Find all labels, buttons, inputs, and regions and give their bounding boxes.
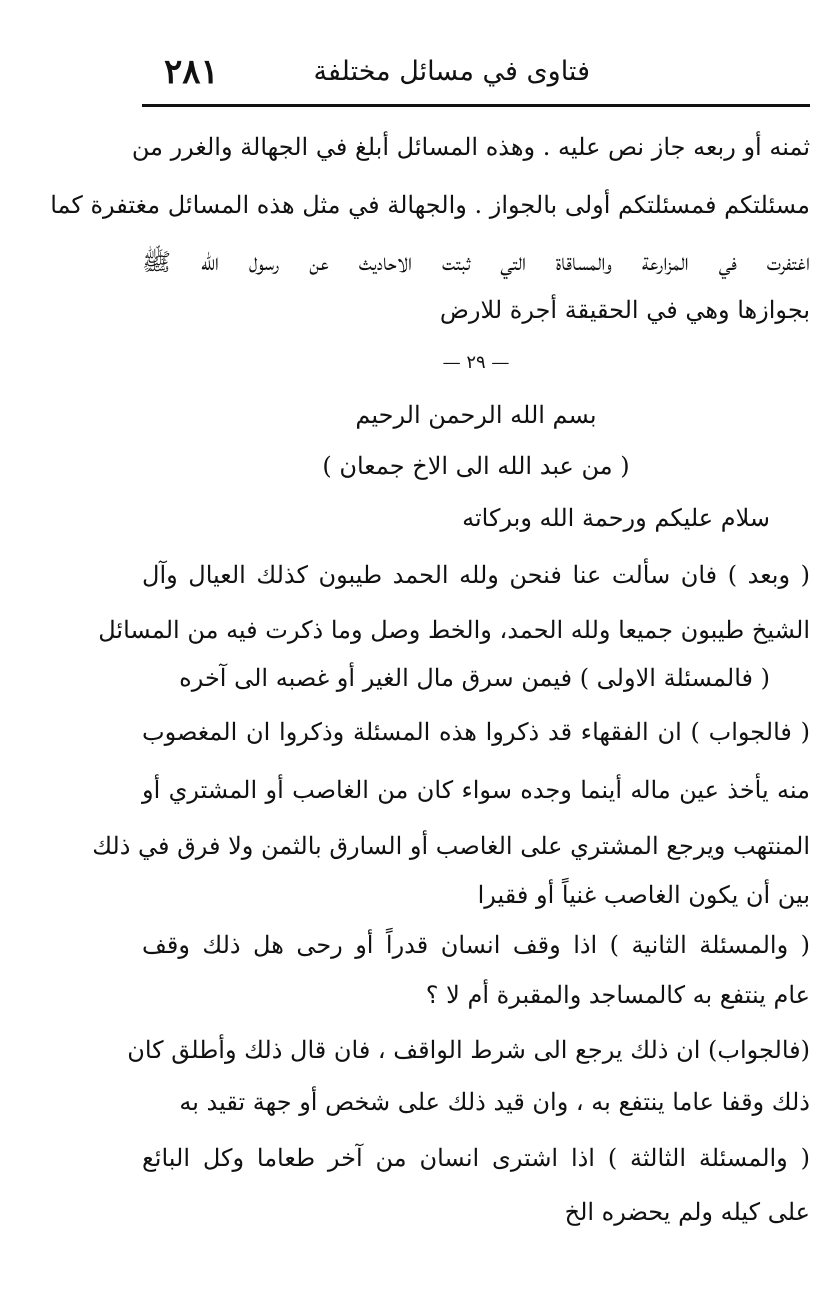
text-line: المنتهب ويرجع المشتري على الغاصب أو السارق بالثمن ولا فرق في ذلك (92, 832, 810, 860)
text-line: بين أن يكون الغاصب غنياً أو فقيرا (477, 881, 810, 909)
text-line: اغتفرت في المزارعة والمساقاة التي ثبتت الاحاديث عن رسول الله ﷺ (142, 248, 810, 276)
text-line: ( وبعد ) فان سألت عنا فنحن ولله الحمد طيبون كذلك العيال وآل (142, 561, 810, 589)
text-line: ثمنه أو ربعه جاز نص عليه . وهذه المسائل أبلغ في الجهالة والغرر من (131, 133, 810, 161)
greeting: سلام عليكم ورحمة الله وبركاته (462, 504, 770, 532)
section-number: — ٢٩ — (442, 352, 510, 373)
header-rule (142, 104, 810, 107)
basmala: بسم الله الرحمن الرحيم (355, 401, 597, 429)
text-line: (فالجواب) ان ذلك يرجع الى شرط الواقف ، فان قال ذلك وأطلق كان (127, 1036, 810, 1064)
text-line: عام ينتفع به كالمساجد والمقبرة أم لا ؟ (425, 981, 810, 1009)
text-line: ( فالجواب ) ان الفقهاء قد ذكروا هذه المسئلة وذكروا ان المغصوب (142, 718, 810, 746)
text-line: على كيله ولم يحضره الخ (564, 1198, 810, 1226)
page-number: ٢٨١ (164, 52, 219, 92)
text-line: ذلك وقفا عاما ينتفع به ، وان قيد ذلك على شخص أو جهة تقيد به (179, 1088, 810, 1116)
text-line: ( فالمسئلة الاولى ) فيمن سرق مال الغير أو غصبه الى آخره (179, 664, 770, 692)
running-header (142, 52, 810, 102)
text-line: الشيخ طيبون جميعا ولله الحمد، والخط وصل وما ذكرت فيه من المسائل (98, 616, 810, 644)
text-line: ( والمسئلة الثالثة ) اذا اشترى انسان من آخر طعاما وكل البائع (142, 1144, 810, 1172)
text-line: مسئلتكم فمسئلتكم أولى بالجواز . والجهالة في مثل هذه المسائل مغتفرة كما (50, 191, 810, 219)
text-line: ( والمسئلة الثانية ) اذا وقف انسان قدراً أو رحى هل ذلك وقف (142, 931, 810, 959)
running-title: فتاوى في مسائل مختلفة (313, 56, 590, 87)
text-line: منه يأخذ عين ماله أينما وجده سواء كان من الغاصب أو المشتري أو (142, 776, 810, 804)
addressee: ( من عبد الله الى الاخ جمعان ) (322, 452, 630, 480)
text-line: بجوازها وهي في الحقيقة أجرة للارض (439, 296, 810, 324)
